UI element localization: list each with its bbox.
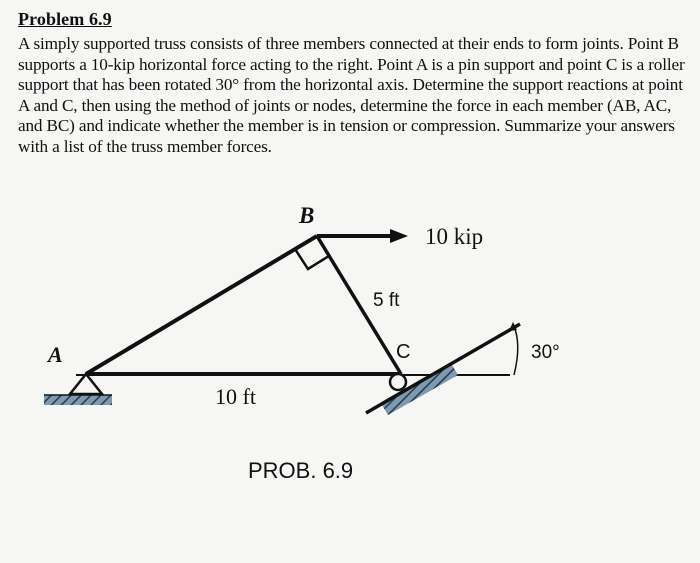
load-arrowhead: [390, 229, 408, 243]
roller-support-c: [366, 324, 520, 415]
length-bc-label: 5 ft: [373, 290, 400, 311]
angle-label: 30°: [531, 342, 560, 363]
pin-support-a: [70, 374, 102, 394]
load-label: 10 kip: [425, 224, 484, 249]
length-ac-label: 10 ft: [215, 384, 256, 409]
figure-caption: PROB. 6.9: [248, 458, 354, 483]
joint-a-label: A: [48, 342, 63, 367]
problem-statement: A simply supported truss consists of three members connected at their ends to form joints. Point B supports a 10-kip horizontal force acting to the right. Point A is a pin support and point C is a roller support that has been rotated 30° from the horizontal axis. Determine the support reactions at point A and C, then using the method of joints or nodes, determine the force in each member (AB, AC, and BC) and indicate whether the member is in tension or compression. Summarize your answers with a list of the truss member forces.: [18, 34, 685, 156]
incline-surface: [366, 324, 520, 413]
member-ab: [86, 236, 317, 374]
ground-hatch-a: [44, 395, 112, 405]
joint-c-label: C: [396, 341, 411, 363]
roller-wheel: [390, 374, 406, 390]
joint-b-label: B: [299, 203, 315, 228]
angle-arc: [513, 324, 518, 375]
problem-heading: Problem 6.9: [18, 9, 112, 29]
